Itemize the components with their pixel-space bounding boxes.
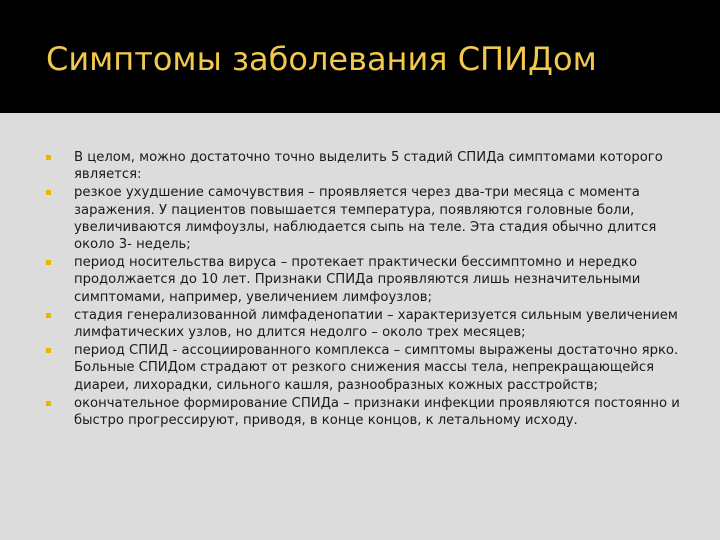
bullet-marker-icon [46,348,51,353]
bullet-item-stage-4 [44,342,684,394]
bullet-marker-icon [46,401,51,406]
bullet-item-stage-3 [44,307,684,341]
title-band [0,0,720,113]
slide-title: Симптомы заболевания СПИДом [46,40,597,78]
bullet-text: окончательное формирование СПИДа – признаки инфекции проявляются постоянно и быстро прогрессируют, приводя, в конце концов, к летальному исходу. [74,395,680,429]
bullet-marker-icon [46,155,51,160]
bullet-list [44,149,684,430]
bullet-item-stage-5 [44,395,684,429]
bullet-text: период носительства вируса – протекает практически бессимптомно и нередко продолжается до 10 лет. Признаки СПИДа проявляются лишь незначительными симптомами, например, увеличением лимфоузлов; [74,255,641,305]
bullet-item-stage-1 [44,184,684,253]
bullet-marker-icon [46,260,51,265]
bullet-marker-icon [46,190,51,195]
bullet-marker-icon [46,313,51,318]
bullet-text: период СПИД - ассоциированного комплекса – симптомы выражены достаточно ярко. Больные СПИДом страдают от резкого снижения массы тела, непрекращающейся диареи, лихорадки, сильного кашля, разнообразных кожных расстройств; [74,343,679,393]
bullet-text: резкое ухудшение самочувствия – проявляется через два-три месяца с момента заражения. У пациентов повышается температура, появляются головные боли, увеличиваются лимфоузлы, наблюдается сыпь на теле. Эта стадия обычно длится около 3- недель; [74,185,657,253]
bullet-text: стадия генерализованной лимфаденопатии – характеризуется сильным увеличением лимфатических узлов, но длится недолго – около трех месяцев; [74,307,678,341]
bullet-text: В целом, можно достаточно точно выделить 5 стадий СПИДа симптомами которого является: [74,150,663,183]
bullet-item-overview [44,149,684,183]
content-panel [0,113,720,540]
bullet-item-stage-2 [44,254,684,306]
